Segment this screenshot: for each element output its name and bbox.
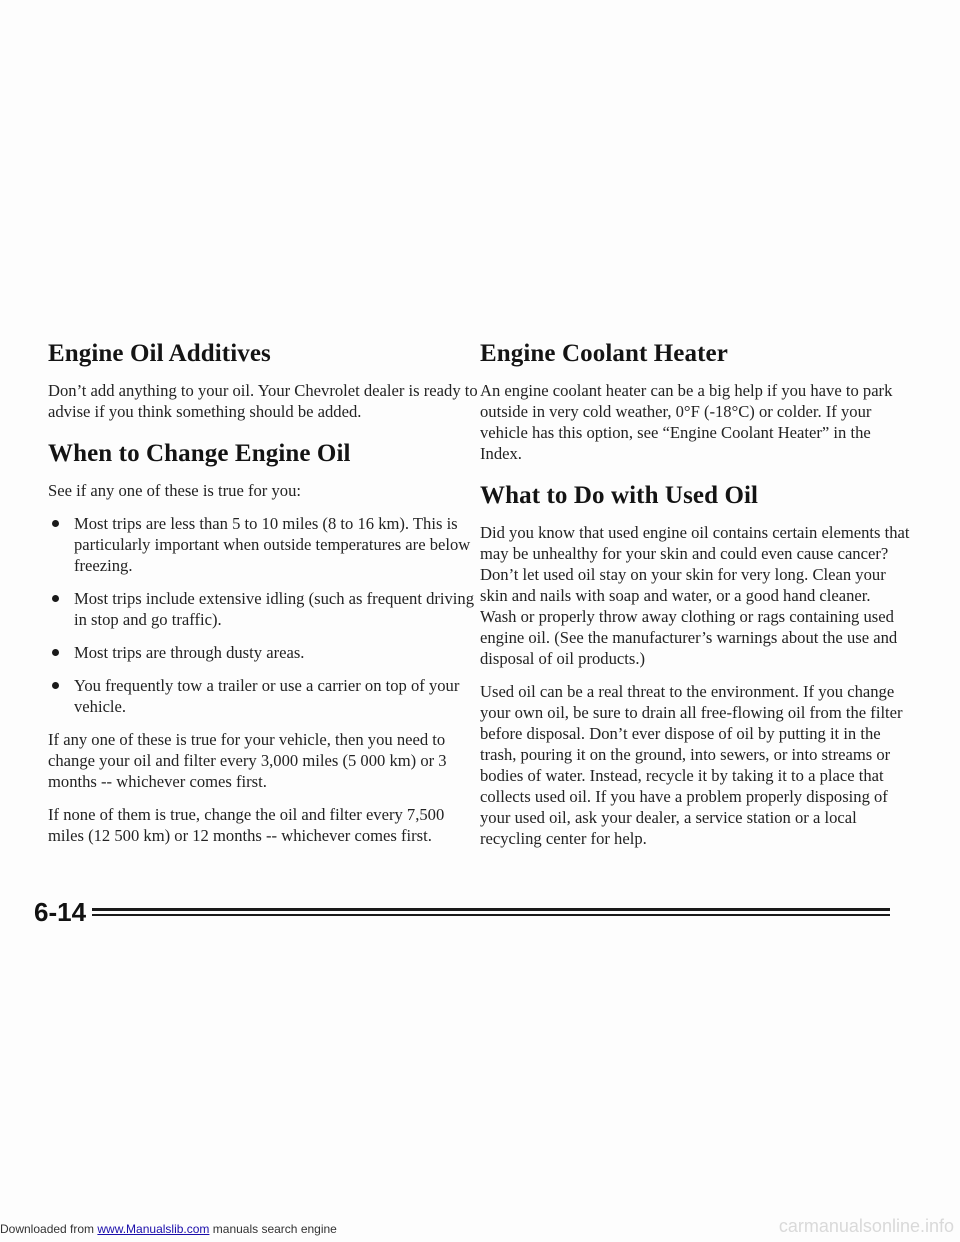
paragraph-coolant-heater: An engine coolant heater can be a big help if you have to park outside in very cold weather, 0°F (-18°C) or colder. If your vehicle has this option, see “Engine Coolant Heater” in the Index.	[480, 381, 893, 463]
footer-rule-thin	[92, 914, 890, 916]
download-watermark	[0, 1222, 337, 1236]
paragraph-oil-additives: Don’t add anything to your oil. Your Chevrolet dealer is ready to advise if you think something should be added.	[48, 381, 478, 421]
bullet-icon	[52, 649, 59, 656]
bullet-icon	[52, 682, 59, 689]
list-item	[48, 588, 478, 630]
footer-rule	[92, 908, 890, 911]
heading-when-to-change-oil: When to Change Engine Oil	[48, 440, 351, 467]
watermark-suffix: manuals search engine	[209, 1222, 337, 1236]
site-watermark: carmanualsonline.info	[778, 1216, 954, 1236]
page-footer	[34, 897, 890, 927]
list-item	[48, 642, 478, 663]
page-number: 6-14	[34, 897, 87, 927]
list-item-text: You frequently tow a trailer or use a carrier on top of your vehicle.	[74, 676, 460, 716]
paragraph-change-interval-severe: If any one of these is true for your vehicle, then you need to change your oil and filter every 3,000 miles (5 000 km) or 3 months -- whichever comes first.	[48, 730, 447, 791]
conditions-list	[48, 513, 478, 717]
paragraph-change-interval-normal: If none of them is true, change the oil and filter every 7,500 miles (12 500 km) or 12 months -- whichever comes first.	[48, 805, 445, 845]
paragraph-used-oil-environment: Used oil can be a real threat to the environment. If you change your own oil, be sure to drain all free-flowing oil from the filter before disposal. Don’t ever dispose of oil by putting it in the trash, pouring it on the ground, into sewers, or into streams or bodies of water. Instead, recycle it by taking it to a place that collects used oil. If you have a problem properly disposing of your used oil, ask your dealer, a service station or a local recycling center for help.	[480, 682, 903, 848]
bullet-icon	[52, 595, 59, 602]
bullet-icon	[52, 520, 59, 527]
heading-used-oil: What to Do with Used Oil	[480, 482, 759, 509]
list-item-text: Most trips are through dusty areas.	[74, 643, 305, 662]
manualslib-link[interactable]: www.Manualslib.com	[97, 1222, 210, 1236]
list-item	[48, 675, 478, 717]
paragraph-used-oil-health: Did you know that used engine oil contains certain elements that may be unhealthy for your skin and could even cause cancer? Don’t let used oil stay on your skin for very long. Clean your skin and nails with soap and water, or a good hand cleaner. Wash or properly throw away clothing or rags containing used engine oil. (See the manufacturer’s warnings about the use and disposal of oil products.)	[480, 523, 910, 668]
paragraph-intro: See if any one of these is true for you:	[48, 481, 301, 500]
list-item	[48, 513, 478, 576]
left-column	[48, 340, 478, 858]
watermark-prefix: Downloaded from	[0, 1222, 98, 1236]
right-column	[480, 340, 910, 861]
heading-engine-coolant-heater: Engine Coolant Heater	[480, 340, 728, 367]
list-item-text: Most trips include extensive idling (such as frequent driving in stop and go traffic).	[74, 589, 475, 629]
list-item-text: Most trips are less than 5 to 10 miles (8 to 16 km). This is particularly important when outside temperatures are below freezing.	[74, 514, 471, 575]
heading-engine-oil-additives: Engine Oil Additives	[48, 340, 271, 367]
